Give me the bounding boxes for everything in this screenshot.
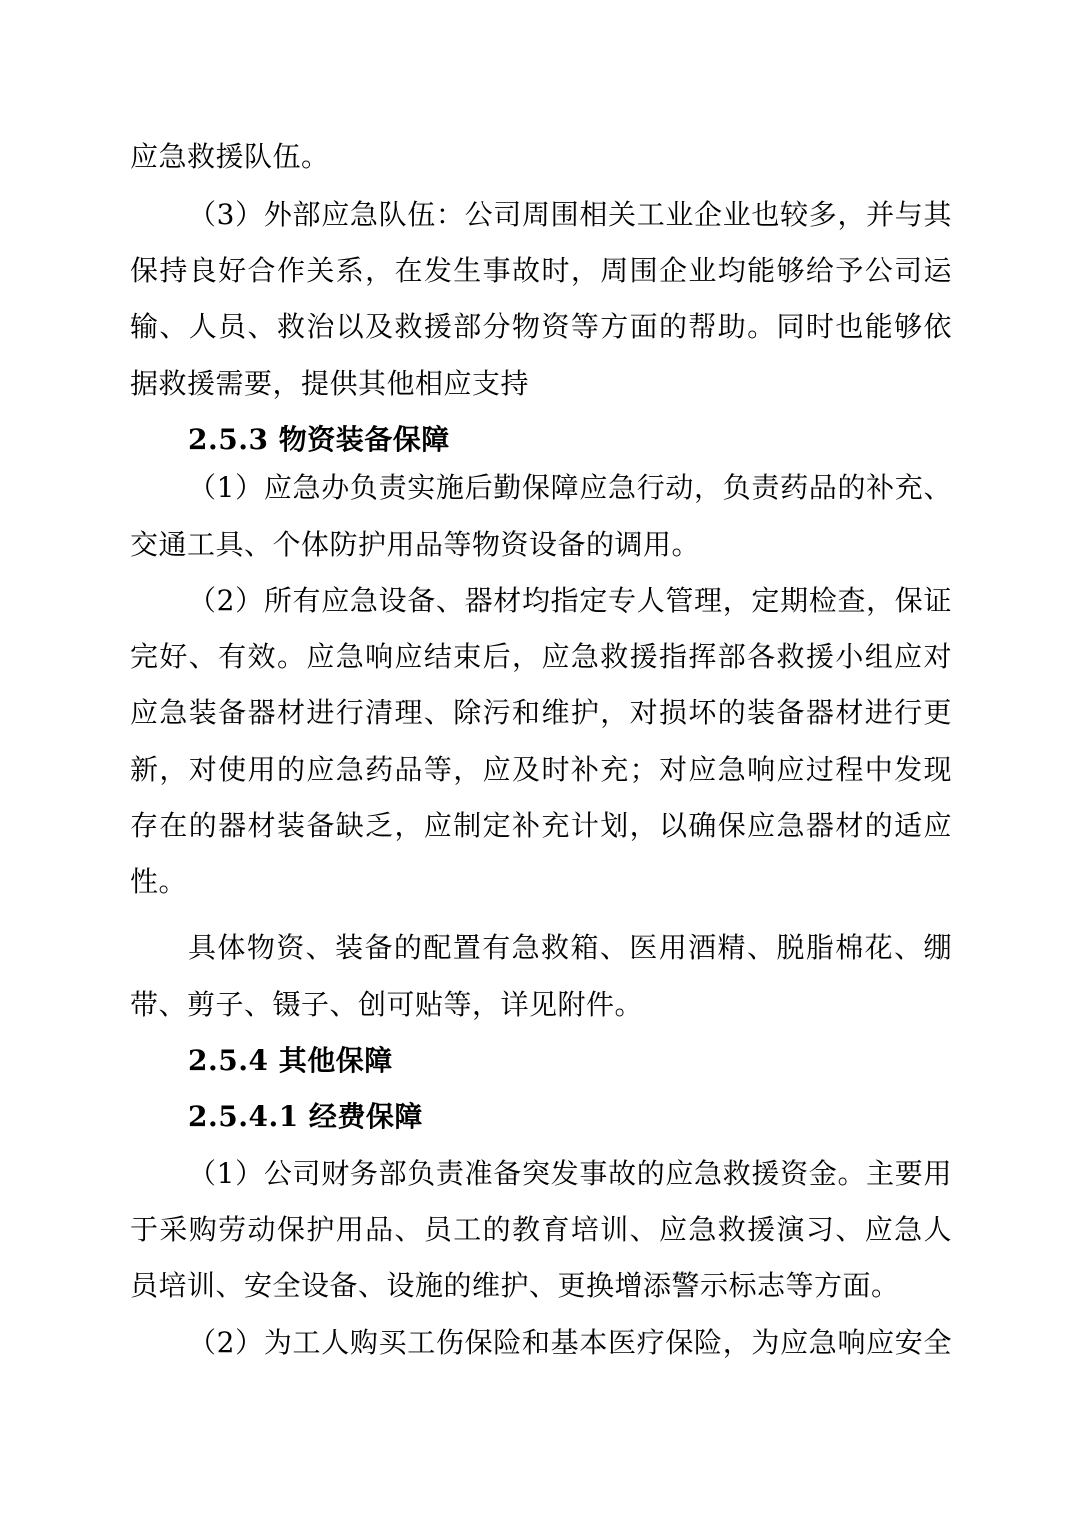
paragraph-line: （1）公司财务部负责准备突发事故的应急救援资金。主要用 xyxy=(188,1157,952,1190)
paragraph-line: （2）为工人购买工伤保险和基本医疗保险，为应急响应安全 xyxy=(188,1326,952,1359)
paragraph-line: 新，对使用的应急药品等，应及时补充；对应急响应过程中发现 xyxy=(130,753,952,786)
paragraph-line: 存在的器材装备缺乏，应制定补充计划，以确保应急器材的适应 xyxy=(130,809,952,842)
paragraph-line: 性。 xyxy=(130,865,188,898)
paragraph-line: 保持良好合作关系，在发生事故时，周围企业均能够给予公司运 xyxy=(130,254,952,287)
paragraph-line: 据救援需要，提供其他相应支持 xyxy=(130,367,530,400)
paragraph-line: 应急装备器材进行清理、除污和维护，对损坏的装备器材进行更 xyxy=(130,696,952,729)
paragraph-line: 完好、有效。应急响应结束后，应急救援指挥部各救援小组应对 xyxy=(130,640,952,673)
section-heading: 2.5.4 其他保障 xyxy=(188,1044,393,1077)
paragraph-line: 输、人员、救治以及救援部分物资等方面的帮助。同时也能够依 xyxy=(130,310,952,343)
paragraph-line: 于采购劳动保护用品、员工的教育培训、应急救援演习、应急人 xyxy=(130,1213,952,1246)
paragraph-line: （1）应急办负责实施后勤保障应急行动，负责药品的补充、 xyxy=(188,471,952,504)
paragraph-line: 交通工具、个体防护用品等物资设备的调用。 xyxy=(130,528,701,561)
paragraph-line: 员培训、安全设备、设施的维护、更换增添警示标志等方面。 xyxy=(130,1269,900,1302)
paragraph-line: 带、剪子、镊子、创可贴等，详见附件。 xyxy=(130,988,644,1021)
paragraph-line: （2）所有应急设备、器材均指定专人管理，定期检查，保证 xyxy=(188,584,952,617)
paragraph-line: 应急救援队伍。 xyxy=(130,140,330,173)
paragraph-line: 具体物资、装备的配置有急救箱、医用酒精、脱脂棉花、绷 xyxy=(188,931,952,964)
subsection-heading: 2.5.4.1 经费保障 xyxy=(188,1100,423,1133)
section-heading: 2.5.3 物资装备保障 xyxy=(188,423,450,456)
paragraph-line: （3）外部应急队伍：公司周围相关工业企业也较多，并与其 xyxy=(188,198,952,231)
